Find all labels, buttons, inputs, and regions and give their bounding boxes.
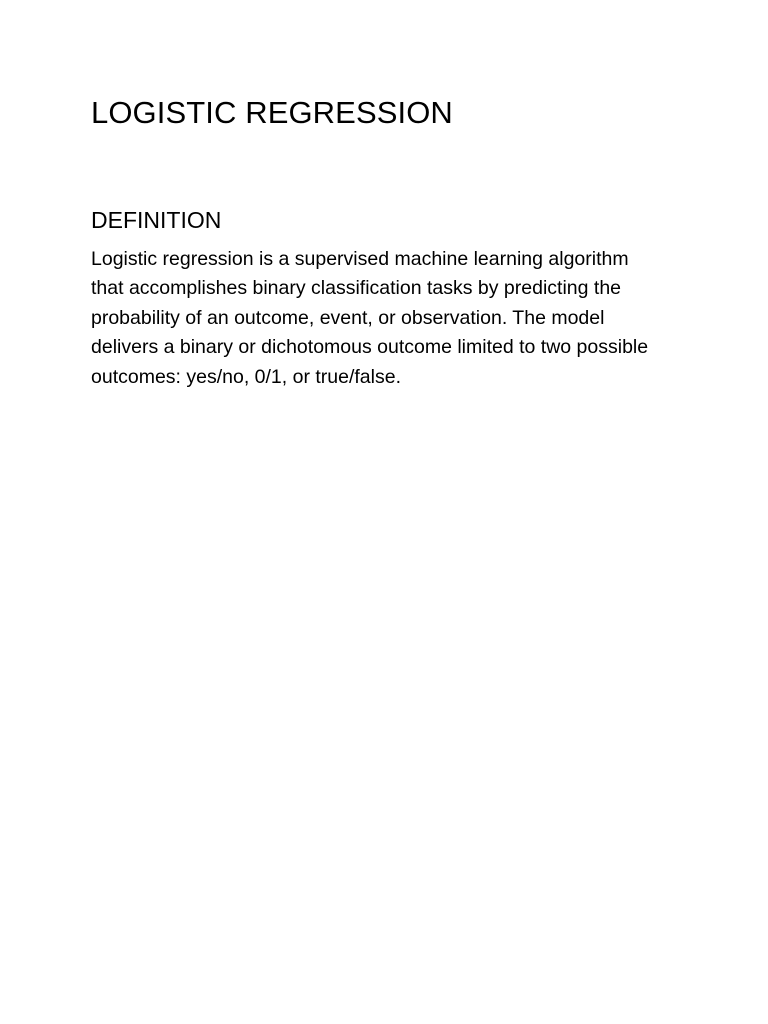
document-title: LOGISTIC REGRESSION: [91, 95, 453, 130]
definition-paragraph: Logistic regression is a supervised machine learning algorithm that accomplishes binary classification tasks by predicting the probability of an outcome, event, or observation. The model delivers a binary or dichotomous outcome limited to two possible outcomes: yes/no, 0/1, or true/false.: [91, 248, 649, 388]
section-heading-definition: DEFINITION: [91, 207, 222, 233]
